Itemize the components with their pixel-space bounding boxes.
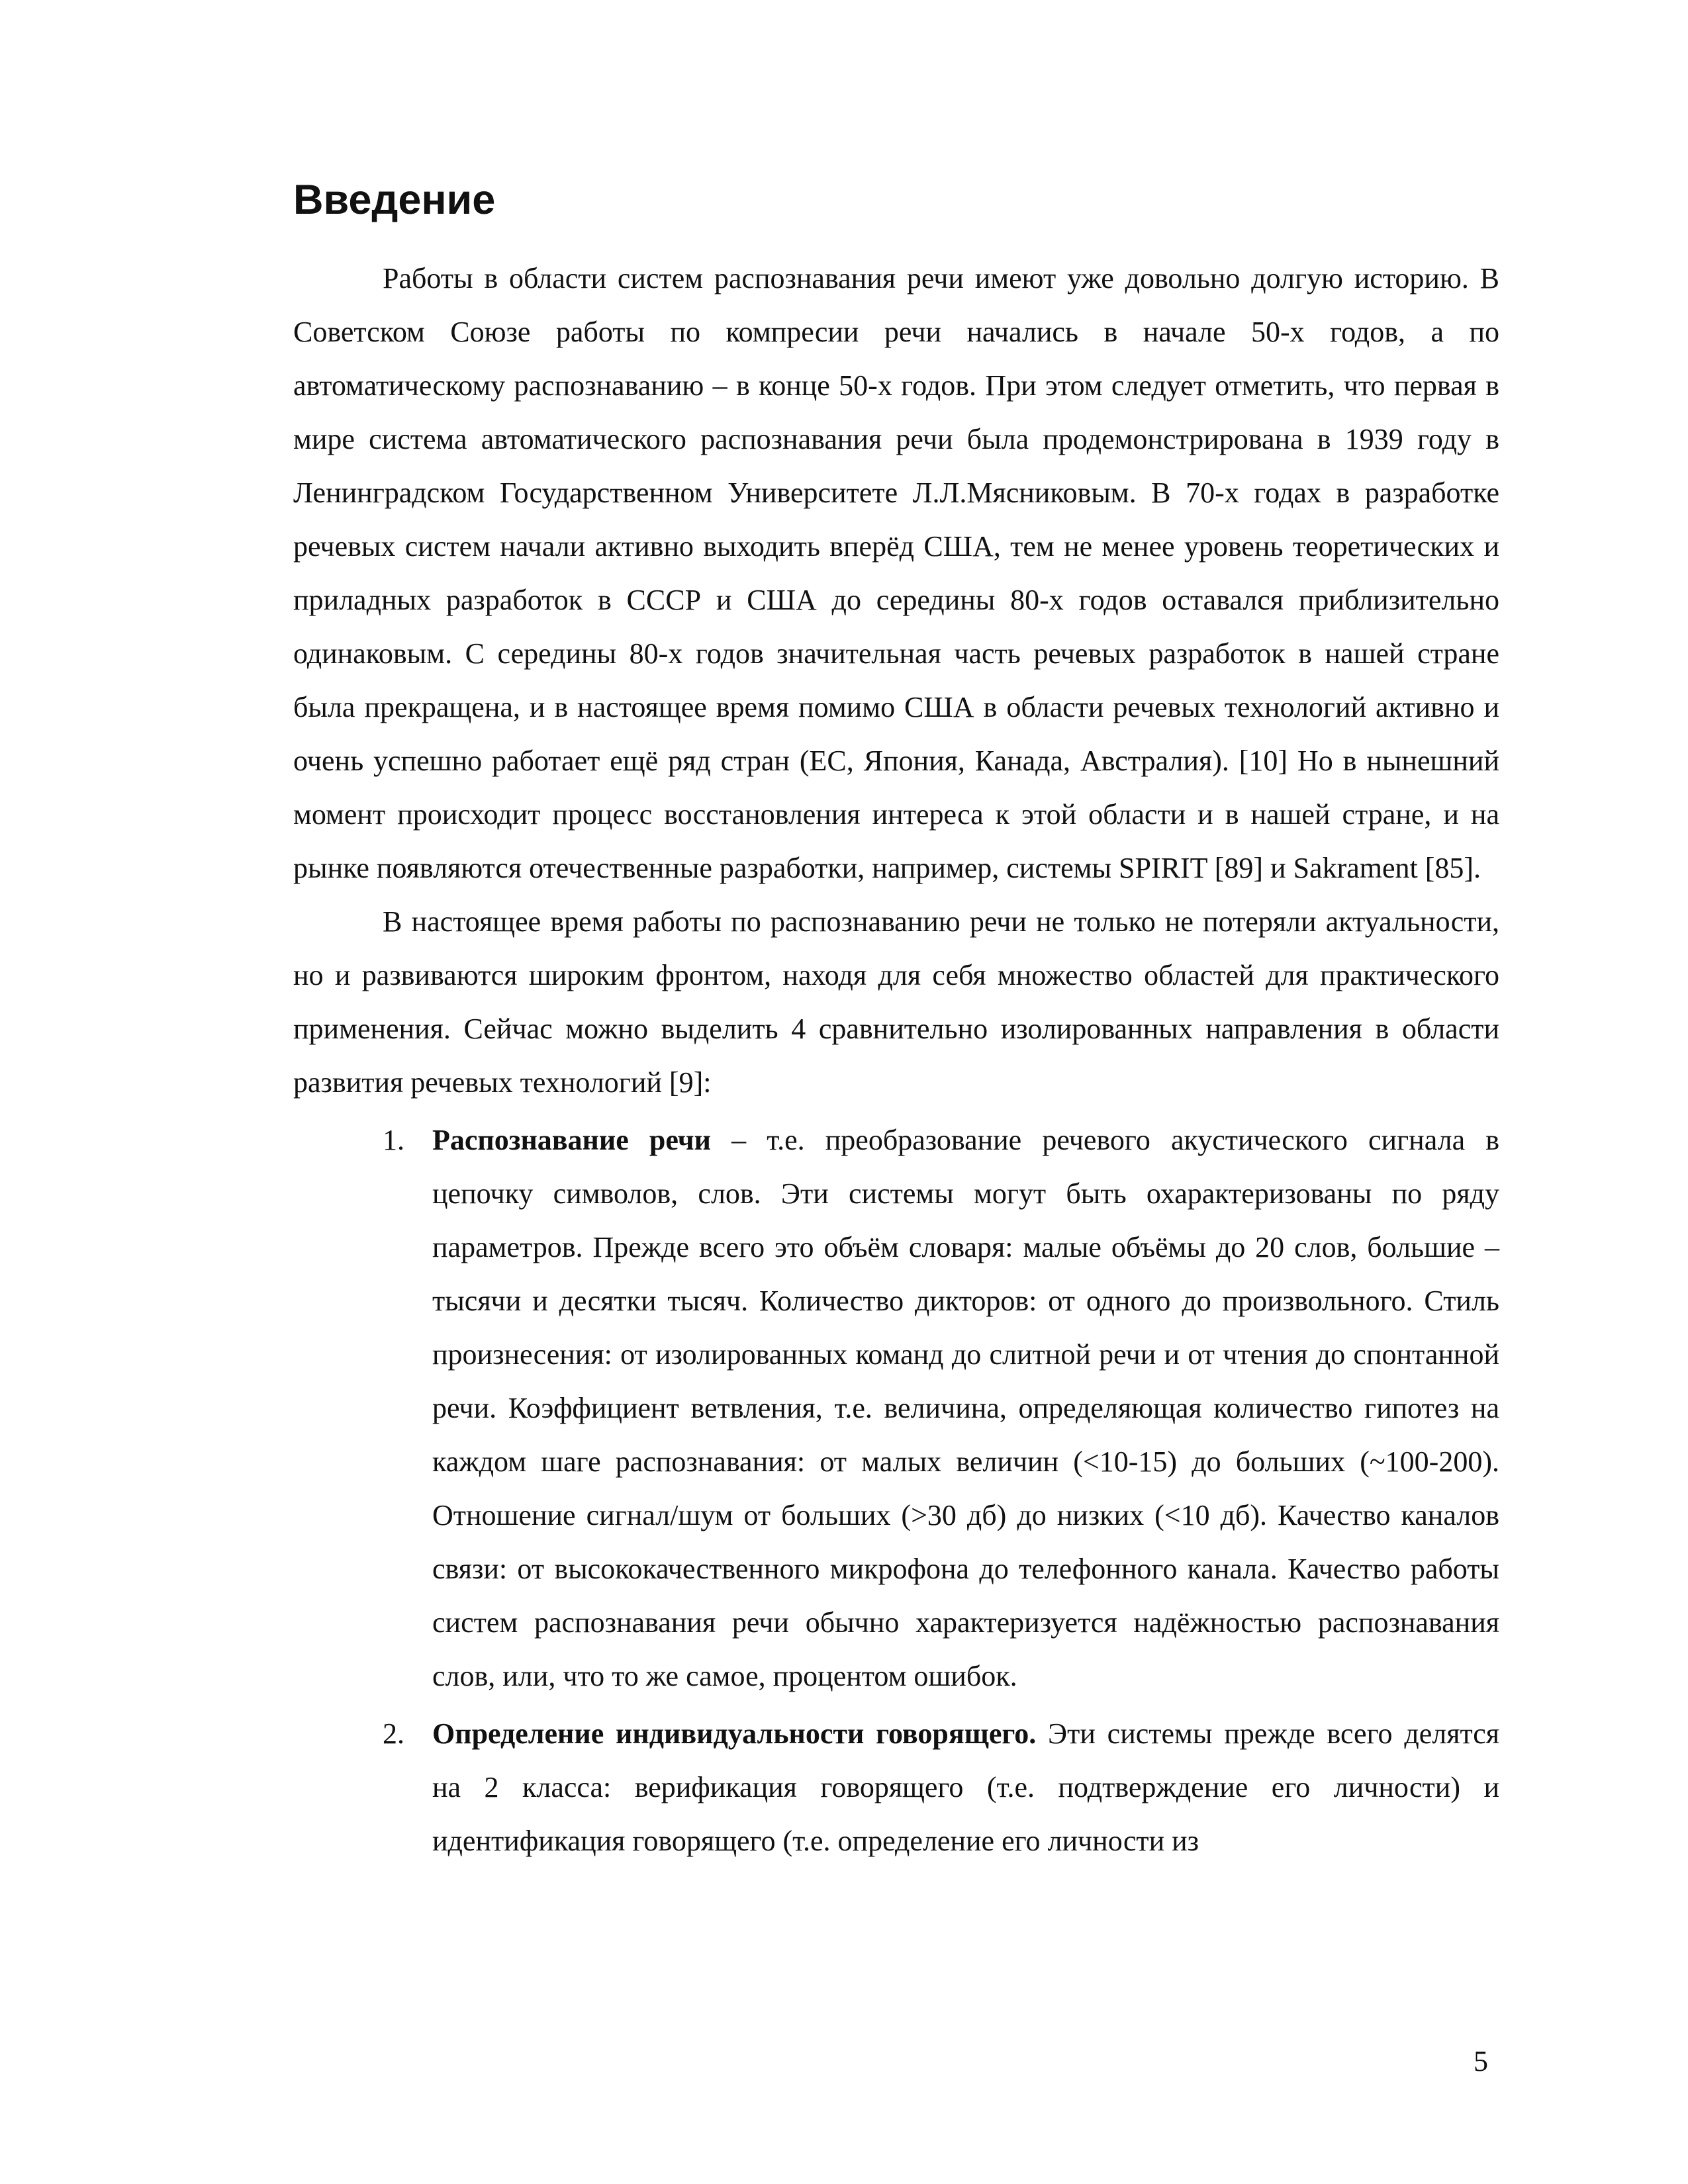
list-item-number: 2. <box>383 1717 404 1750</box>
list-item-number: 1. <box>383 1124 404 1156</box>
list-item-description: – т.е. преобразование речевого акустического сигнала в цепочку символов, слов. Эти системы могут быть охарактеризованы по ряду параметров. Прежде всего это объём словаря: малые объёмы до 20 слов, большие – тысячи и десятки тысяч. Количество дикторов: от одного до произвольного. Стиль произнесения: от изолированных команд до слитной речи и от чтения до спонтанной речи. Коэффициент ветвления, т.е. величина, определяющая количество гипотез на каждом шаге распознавания: от малых величин (<10-15) до больших (~100-200). Отношение сигнал/шум от больших (>30 дб) до низких (<10 дб). Качество каналов связи: от высококачественного микрофона до телефонного канала. Качество работы систем распознавания речи обычно характеризуется надёжностью распознавания слов, или, что то же самое, процентом ошибок. <box>432 1124 1499 1692</box>
list-item <box>293 1707 1499 1868</box>
list-item-term: Определение индивидуальности говорящего. <box>432 1717 1037 1750</box>
list-item <box>293 1113 1499 1703</box>
list-item-term: Распознавание речи <box>432 1124 711 1156</box>
list-item-description: Эти системы прежде всего делятся на 2 класса: верификация говорящего (т.е. подтверждение его личности) и идентификация говорящего (т.е. определение его личности из <box>432 1717 1499 1857</box>
body-paragraph: В настоящее время работы по распознаванию речи не только не потеряли актуальности, но и развиваются широким фронтом, находя для себя множество областей для практического применения. Сейчас можно выделить 4 сравнительно изолированных направления в области развития речевых технологий [9]: <box>293 905 1499 1099</box>
list-item-text <box>432 1113 1499 1703</box>
page-number: 5 <box>1474 2045 1488 2077</box>
body-paragraph: Работы в области систем распознавания речи имеют уже довольно долгую историю. В Советском Союзе работы по компресии речи начались в начале 50-х годов, а по автоматическому распознаванию – в конце 50-х годов. При этом следует отметить, что первая в мире система автоматического распознавания речи была продемонстрирована в 1939 году в Ленинградском Государственном Университете Л.Л.Мясниковым. В 70-х годах в разработке речевых систем начали активно выходить вперёд США, тем не менее уровень теоретических и приладных разработок в СССР и США до середины 80-х годов оставался приблизительно одинаковым. С середины 80-х годов значительная часть речевых разработок в нашей стране была прекращена, и в настоящее время помимо США в области речевых технологий активно и очень успешно работает ещё ряд стран (ЕС, Япония, Канада, Австралия). [10] Но в нынешний момент происходит процесс восстановления интереса к этой области и в нашей стране, и на рынке появляются отечественные разработки, например, системы SPIRIT [89] и Sakrament [85]. <box>293 262 1499 884</box>
page-content <box>293 173 1499 1868</box>
list-item-text <box>432 1707 1499 1868</box>
directions-list <box>293 1113 1499 1868</box>
section-heading: Введение <box>293 177 496 223</box>
